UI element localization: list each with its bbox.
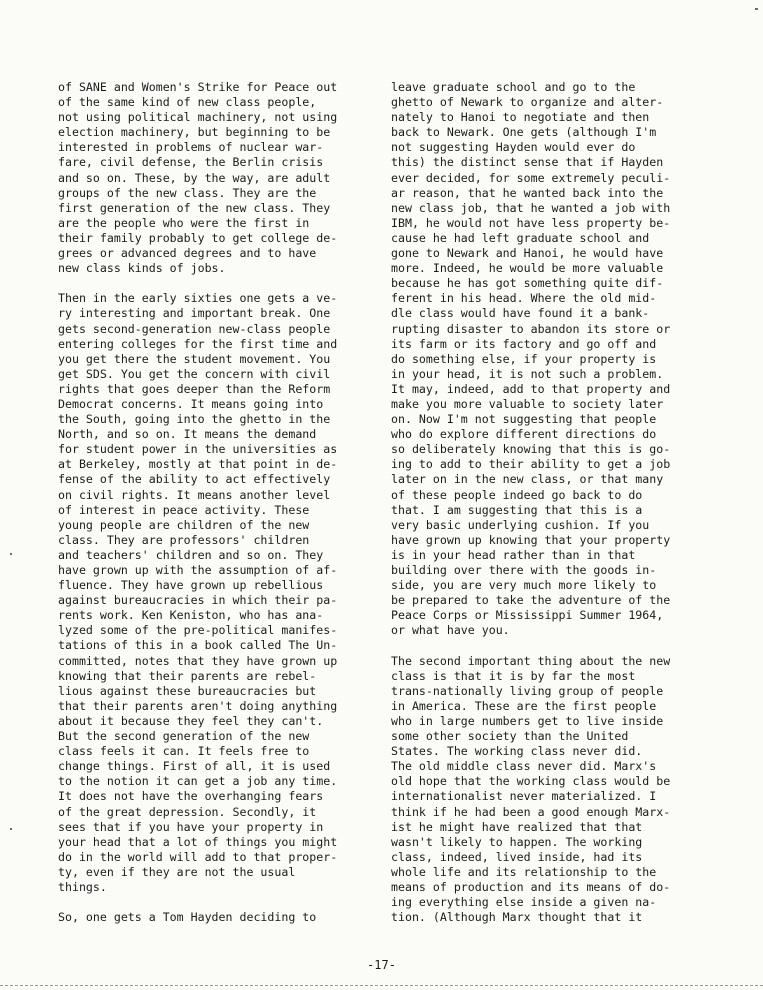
text-line: rupting disaster to abandon its store or (391, 321, 671, 336)
text-line: rights that goes deeper than the Reform (58, 381, 331, 396)
text-line: the South, going into the ghetto in the (58, 412, 331, 427)
text-line: have grown up with the assumption of af- (58, 563, 338, 577)
text-line: Peace Corps or Mississippi Summer 1964, (391, 608, 664, 623)
text-line: States. The working class never did. (391, 744, 643, 759)
text-line: first generation of the new class. They (58, 200, 331, 215)
text-line: do something else, if your property is (391, 351, 657, 366)
text-line: things. (58, 879, 107, 894)
text-line: about it because they feel they can't. (58, 713, 324, 728)
text-line: of the great depression. Secondly, it (58, 804, 317, 819)
text-line: IBM, he would not have less property be- (391, 215, 671, 230)
text-line: and so on. These, by the way, are adult (58, 170, 331, 185)
text-line: ghetto of Newark to organize and alter- (391, 95, 664, 110)
text-line: building over there with the goods in- (391, 563, 657, 577)
text-line: against bureaucracies in which their pa- (58, 593, 338, 608)
text-line: this) the distinct sense that if Hayden (391, 155, 664, 170)
left-column (58, 80, 363, 925)
text-line: tion. (Although Marx thought that it (391, 910, 643, 925)
text-line: its farm or its factory and go off and (391, 336, 657, 351)
scan-speck (755, 8, 758, 10)
text-line: of interest in peace activity. These (58, 502, 310, 517)
text-line: fare, civil defense, the Berlin crisis (58, 155, 324, 170)
text-line: new class kinds of jobs. (58, 261, 226, 276)
text-line: ing everything else inside a given na- (391, 895, 657, 910)
text-line: So, one gets a Tom Hayden deciding to (58, 910, 317, 925)
text-line: grees or advanced degrees and to have (58, 246, 317, 261)
text-line: that. I am suggesting that this is a (391, 502, 643, 517)
text-line: do in the world will add to that proper- (58, 849, 338, 864)
paragraph-trans-national (391, 654, 696, 926)
text-line: Democrat concerns. It means going into (58, 396, 324, 411)
text-line: cause he had left graduate school and (391, 230, 650, 245)
text-line: North, and so on. It means the demand (58, 427, 317, 442)
text-line: at Berkeley, mostly at that point in de- (58, 457, 338, 472)
paragraph-sane (58, 80, 363, 276)
text-line: fense of the ability to act effectively (58, 472, 331, 487)
text-line: wasn't likely to happen. The working (391, 834, 643, 849)
text-line: gets second-generation new-class people (58, 321, 331, 336)
text-line: for student power in the universities as (58, 442, 338, 457)
text-line: ry interesting and important break. One (58, 306, 331, 321)
text-line: be prepared to take the adventure of the (391, 593, 671, 608)
text-line: or what have you. (391, 623, 510, 638)
text-line: But the second generation of the new (58, 729, 310, 744)
text-line: of SANE and Women's Strike for Peace out (58, 80, 338, 94)
text-line: ty, even if they are not the usual (58, 864, 296, 879)
text-line: your head that a lot of things you might (58, 834, 338, 849)
text-line: and teachers' children and so on. They (58, 547, 324, 562)
text-line: in America. These are the first people (391, 698, 657, 713)
right-column (391, 80, 696, 925)
bottom-rule (0, 985, 763, 986)
text-line: young people are children of the new (58, 517, 310, 532)
text-line: means of production and its means of do- (391, 879, 671, 894)
text-line: class is that it is by far the most (391, 668, 636, 683)
paragraph-hayden-continued (391, 80, 696, 638)
text-line: It does not have the overhanging fears (58, 789, 324, 804)
text-line: leave graduate school and go to the (391, 80, 636, 94)
text-line: dle class would have found it a bank- (391, 306, 650, 321)
text-line: on. Now I'm not suggesting that people (391, 412, 657, 427)
text-line: ever decided, for some extremely peculi- (391, 170, 671, 185)
text-line: very basic underlying cushion. If you (391, 517, 650, 532)
text-line: It may, indeed, add to that property and (391, 381, 671, 396)
text-line: that their parents aren't doing anything (58, 698, 338, 713)
scan-speck (10, 828, 12, 830)
text-line: who in large numbers get to live inside (391, 713, 664, 728)
text-line: make you more valuable to society later (391, 396, 664, 411)
text-line: their family probably to get college de- (58, 230, 338, 245)
text-line: ferent in his head. Where the old mid- (391, 291, 657, 306)
text-line: sees that if you have your property in (58, 819, 324, 834)
text-line: lyzed some of the pre-political manifes- (58, 623, 338, 638)
text-line: because he has got something quite dif- (391, 276, 664, 291)
text-line: interested in problems of nuclear war- (58, 140, 324, 155)
text-line: class, indeed, lived inside, had its (391, 849, 643, 864)
text-line: rents work. Ken Keniston, who has ana- (58, 608, 324, 623)
text-line: is in your head rather than in that (391, 547, 636, 562)
text-line: old hope that the working class would be (391, 774, 671, 789)
text-line: not using political machinery, not using (58, 110, 338, 125)
text-line: think if he had been a good enough Marx- (391, 804, 671, 819)
text-line: trans-nationally living group of people (391, 683, 664, 698)
text-line: class feels it can. It feels free to (58, 744, 310, 759)
text-line: ar reason, that he wanted back into the (391, 185, 664, 200)
text-line: groups of the new class. They are the (58, 185, 317, 200)
text-line: nately to Hanoi to negotiate and then (391, 110, 650, 125)
text-line: ing to add to their ability to get a job (391, 457, 671, 472)
text-line: who do explore different directions do (391, 427, 657, 442)
text-line: The old middle class never did. Marx's (391, 759, 657, 774)
text-line: Then in the early sixties one gets a ve- (58, 291, 338, 306)
text-line: election machinery, but beginning to be (58, 125, 331, 140)
text-line: whole life and its relationship to the (391, 864, 657, 879)
paragraph-early-sixties (58, 291, 363, 895)
text-line: on civil rights. It means another level (58, 487, 331, 502)
text-line: class. They are professors' children (58, 532, 310, 547)
text-line: to the notion it can get a job any time. (58, 774, 338, 789)
page-number: -17- (367, 958, 396, 972)
text-line: side, you are very much more likely to (391, 578, 657, 593)
text-line: gone to Newark and Hanoi, he would have (391, 246, 664, 261)
scan-speck (10, 553, 12, 555)
text-line: committed, notes that they have grown up (58, 653, 338, 668)
text-line: not suggesting Hayden would ever do (391, 140, 636, 155)
text-line: lious against these bureaucracies but (58, 683, 317, 698)
text-line: are the people who were the first in (58, 215, 310, 230)
text-line: internationalist never materialized. I (391, 789, 657, 804)
text-line: so deliberately knowing that this is go- (391, 442, 671, 457)
text-line: in your head, it is not such a problem. (391, 366, 664, 381)
text-line: more. Indeed, he would be more valuable (391, 261, 664, 276)
text-line: back to Newark. One gets (although I'm (391, 125, 657, 140)
text-line: of the same kind of new class people, (58, 95, 317, 110)
text-line: get SDS. You get the concern with civil (58, 366, 331, 381)
text-line: you get there the student movement. You (58, 351, 331, 366)
text-line: new class job, that he wanted a job with (391, 200, 671, 215)
text-line: ist he might have realized that that (391, 819, 643, 834)
text-line: some other society than the United (391, 729, 629, 744)
text-line: tations of this in a book called The Un- (58, 638, 338, 653)
text-line: entering colleges for the first time and (58, 336, 338, 351)
text-line: change things. First of all, it is used (58, 759, 331, 774)
paragraph-tom-hayden (58, 910, 363, 925)
text-line: later on in the new class, or that many (391, 472, 664, 487)
text-line: have grown up knowing that your property (391, 532, 671, 547)
text-line: of these people indeed go back to do (391, 487, 643, 502)
text-line: fluence. They have grown up rebellious (58, 578, 324, 593)
text-line: The second important thing about the new (391, 653, 671, 668)
text-line: knowing that their parents are rebel- (58, 668, 317, 683)
